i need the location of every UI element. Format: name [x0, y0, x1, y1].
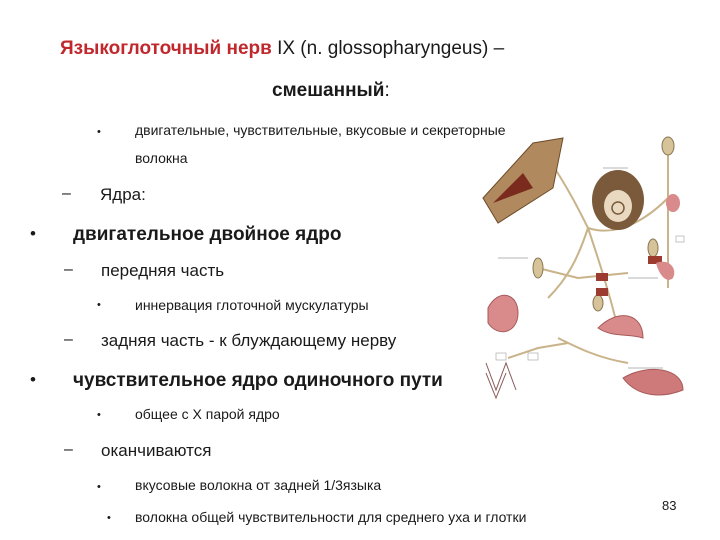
bullet-common: • — [97, 409, 101, 421]
motor-nucleus: двигательное двойное ядро — [73, 224, 342, 245]
slide-title — [60, 38, 504, 60]
bullet-fibers: • — [97, 126, 101, 138]
sensory-nucleus: чувствительное ядро одиночного пути — [73, 370, 443, 391]
dash-nuclei: – — [62, 185, 71, 202]
fibers-text: двигательные, чувствительные, вкусовые и секреторные — [135, 122, 506, 138]
dash-end: – — [64, 441, 73, 458]
front-innervation: иннервация глоточной мускулатуры — [135, 297, 369, 313]
title-nerve-name: Языкоглоточный нерв — [60, 38, 272, 59]
dash-front: – — [64, 261, 73, 278]
slide-subtitle — [272, 80, 390, 102]
nerve-diagram-illustration — [478, 128, 688, 408]
title-latin: IX (n. glossopharyngeus) – — [271, 38, 505, 59]
common-nucleus: общее с Х парой ядро — [135, 406, 280, 422]
subtitle-colon: : — [384, 80, 390, 101]
dash-back: – — [64, 331, 73, 348]
nuclei-heading: Ядра: — [100, 185, 146, 204]
subtitle-mixed: смешанный — [272, 80, 385, 101]
fibers-text-cont: волокна — [135, 150, 188, 166]
taste-fibers: вкусовые волокна от задней 1/3языка — [135, 477, 382, 493]
bullet-taste: • — [97, 481, 101, 493]
end-heading: оканчиваются — [101, 441, 212, 460]
bullet-innervation: • — [97, 299, 101, 311]
front-part: передняя часть — [101, 261, 225, 280]
page-number: 83 — [662, 498, 677, 513]
back-part: задняя часть - к блуждающему нерву — [101, 331, 397, 350]
bullet-motor: • — [30, 224, 36, 243]
bullet-general: • — [107, 512, 111, 524]
bullet-sensory: • — [30, 370, 36, 389]
general-fibers: волокна общей чувствительности для среднего уха и глотки — [135, 509, 527, 525]
